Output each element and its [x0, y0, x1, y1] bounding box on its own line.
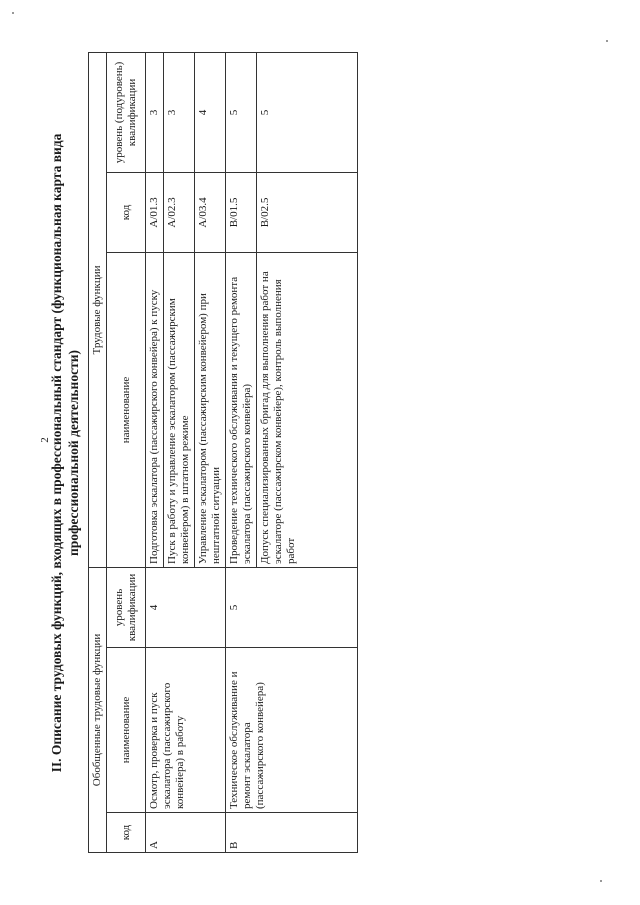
header-level: уровень квалификации: [107, 567, 146, 647]
function-name: Проведение технического обслуживания и текущего ремонта эскалатора (пассажирского конвейера): [226, 252, 257, 567]
header-function-name: наименование: [107, 252, 146, 567]
heading-line-1: II. Описание трудовых функций, входящих в профессиональный стандарт (функциональная карта вида: [49, 133, 64, 772]
scan-speck: [600, 880, 602, 882]
function-code: A/01.3: [146, 172, 164, 252]
table-row: [146, 52, 164, 852]
function-level: 3: [146, 52, 164, 172]
function-level: 4: [195, 52, 226, 172]
header-labor-functions: Трудовые функции: [89, 52, 107, 567]
scan-speck: [12, 12, 14, 14]
function-level: 5: [226, 52, 257, 172]
table-row: [226, 52, 257, 852]
function-name: Подготовка эскалатора (пассажирского конвейера) к пуску: [146, 252, 164, 567]
function-name: Пуск в работу и управление эскалатором (пассажирским конвейером) в штатном режиме: [164, 252, 195, 567]
header-generalized-functions: Обобщенные трудовые функции: [89, 567, 107, 852]
group-name: Осмотр, проверка и пуск эскалатора (пассажирского конвейера) в работу: [146, 647, 226, 812]
heading-line-2: профессиональной деятельности): [66, 349, 81, 556]
function-code: A/02.3: [164, 172, 195, 252]
page-number: 2: [38, 437, 51, 443]
functional-map-table: [88, 51, 358, 852]
function-code: A/03.4: [195, 172, 226, 252]
header-name: наименование: [107, 647, 146, 812]
header-code: код: [107, 812, 146, 852]
function-code: B/02.5: [257, 172, 358, 252]
group-level: 4: [146, 567, 226, 647]
function-name: Допуск специализированных бригад для выполнения работ на эскалаторе (пассажирском конвейере), контроль выполнения работ: [257, 252, 358, 567]
scan-speck: [606, 40, 608, 42]
section-heading: [48, 53, 82, 853]
rotated-page-content: [40, 43, 600, 863]
function-name: Управление эскалатором (пассажирским конвейером) при нештатной ситуации: [195, 252, 226, 567]
group-code: B: [226, 812, 358, 852]
function-code: B/01.5: [226, 172, 257, 252]
group-level: 5: [226, 567, 358, 647]
group-name: Техническое обслуживание и ремонт эскалатора (пассажирского конвейера): [226, 647, 358, 812]
function-level: 3: [164, 52, 195, 172]
function-level: 5: [257, 52, 358, 172]
group-code: A: [146, 812, 226, 852]
header-sublevel: уровень (подуровень) квалификации: [107, 52, 146, 172]
header-function-code: код: [107, 172, 146, 252]
